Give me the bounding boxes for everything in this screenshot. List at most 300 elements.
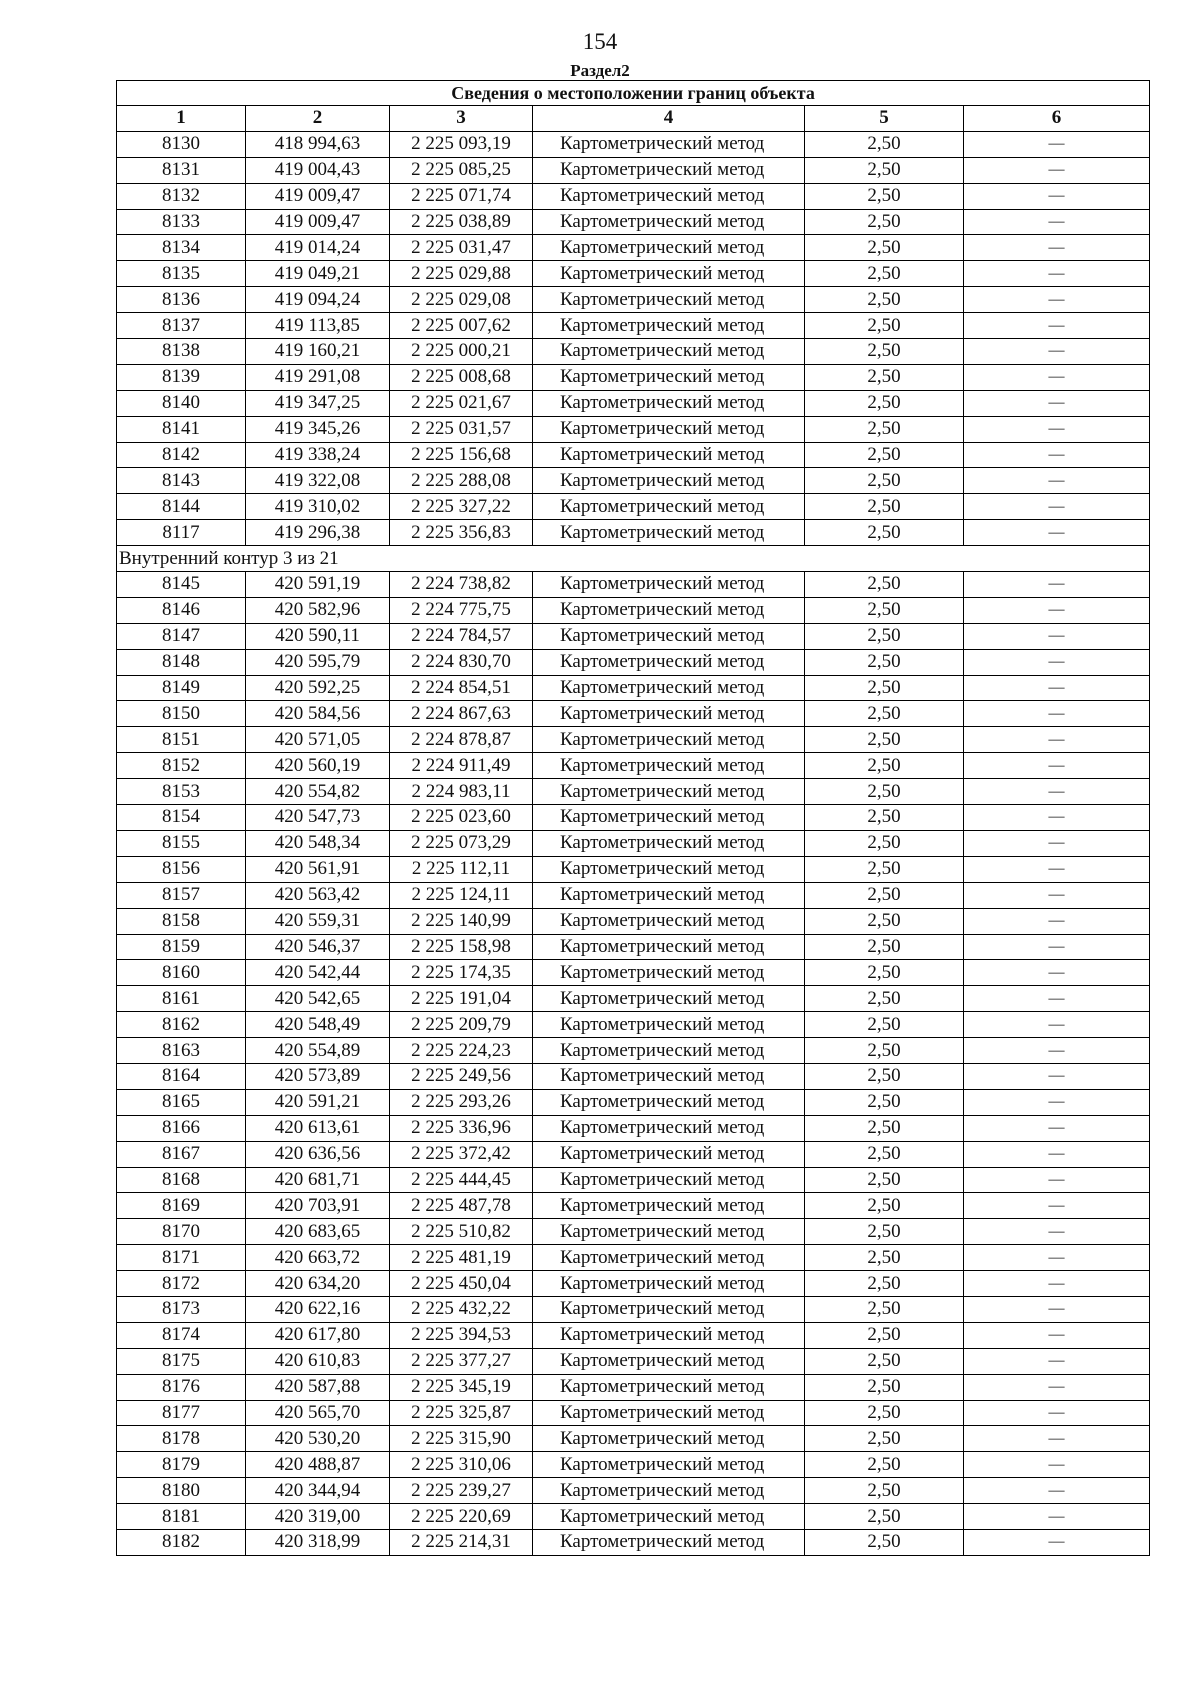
method-cell: Картометрический метод xyxy=(533,1193,805,1219)
table-row xyxy=(117,1271,1150,1297)
point-number-cell: 8167 xyxy=(117,1141,246,1167)
method-cell: Картометрический метод xyxy=(533,882,805,908)
note-cell: — xyxy=(964,339,1150,365)
note-cell: — xyxy=(964,468,1150,494)
y-coordinate-cell: 2 225 156,68 xyxy=(390,442,533,468)
y-coordinate-cell: 2 225 085,25 xyxy=(390,157,533,183)
accuracy-cell: 2,50 xyxy=(805,597,964,623)
point-number-cell: 8130 xyxy=(117,131,246,157)
y-coordinate-cell: 2 225 377,27 xyxy=(390,1348,533,1374)
accuracy-cell: 2,50 xyxy=(805,779,964,805)
note-cell: — xyxy=(964,1478,1150,1504)
note-cell: — xyxy=(964,287,1150,313)
point-number-cell: 8140 xyxy=(117,390,246,416)
x-coordinate-cell: 418 994,63 xyxy=(246,131,390,157)
method-cell: Картометрический метод xyxy=(533,1167,805,1193)
table-row xyxy=(117,1452,1150,1478)
y-coordinate-cell: 2 225 450,04 xyxy=(390,1271,533,1297)
x-coordinate-cell: 419 322,08 xyxy=(246,468,390,494)
x-coordinate-cell: 420 561,91 xyxy=(246,856,390,882)
note-cell: — xyxy=(964,1271,1150,1297)
table-row xyxy=(117,131,1150,157)
y-coordinate-cell: 2 225 093,19 xyxy=(390,131,533,157)
x-coordinate-cell: 420 571,05 xyxy=(246,727,390,753)
point-number-cell: 8144 xyxy=(117,494,246,520)
x-coordinate-cell: 420 663,72 xyxy=(246,1245,390,1271)
method-cell: Картометрический метод xyxy=(533,261,805,287)
x-coordinate-cell: 420 584,56 xyxy=(246,701,390,727)
method-cell: Картометрический метод xyxy=(533,364,805,390)
note-cell: — xyxy=(964,1245,1150,1271)
method-cell: Картометрический метод xyxy=(533,1012,805,1038)
method-cell: Картометрический метод xyxy=(533,1504,805,1530)
point-number-cell: 8160 xyxy=(117,960,246,986)
note-cell: — xyxy=(964,1141,1150,1167)
accuracy-cell: 2,50 xyxy=(805,235,964,261)
x-coordinate-cell: 420 559,31 xyxy=(246,908,390,934)
note-cell: — xyxy=(964,675,1150,701)
column-header: 1 xyxy=(117,106,246,132)
table-row xyxy=(117,157,1150,183)
note-cell: — xyxy=(964,131,1150,157)
method-cell: Картометрический метод xyxy=(533,856,805,882)
table-row xyxy=(117,235,1150,261)
accuracy-cell: 2,50 xyxy=(805,339,964,365)
point-number-cell: 8168 xyxy=(117,1167,246,1193)
x-coordinate-cell: 419 310,02 xyxy=(246,494,390,520)
method-cell: Картометрический метод xyxy=(533,1478,805,1504)
x-coordinate-cell: 420 548,34 xyxy=(246,830,390,856)
point-number-cell: 8157 xyxy=(117,882,246,908)
point-number-cell: 8174 xyxy=(117,1322,246,1348)
x-coordinate-cell: 420 610,83 xyxy=(246,1348,390,1374)
y-coordinate-cell: 2 224 738,82 xyxy=(390,572,533,598)
y-coordinate-cell: 2 224 878,87 xyxy=(390,727,533,753)
method-cell: Картометрический метод xyxy=(533,520,805,546)
x-coordinate-cell: 420 547,73 xyxy=(246,805,390,831)
x-coordinate-cell: 419 049,21 xyxy=(246,261,390,287)
x-coordinate-cell: 419 338,24 xyxy=(246,442,390,468)
method-cell: Картометрический метод xyxy=(533,1089,805,1115)
accuracy-cell: 2,50 xyxy=(805,934,964,960)
y-coordinate-cell: 2 225 158,98 xyxy=(390,934,533,960)
method-cell: Картометрический метод xyxy=(533,1400,805,1426)
y-coordinate-cell: 2 225 481,19 xyxy=(390,1245,533,1271)
point-number-cell: 8166 xyxy=(117,1115,246,1141)
point-number-cell: 8142 xyxy=(117,442,246,468)
x-coordinate-cell: 420 582,96 xyxy=(246,597,390,623)
y-coordinate-cell: 2 225 029,88 xyxy=(390,261,533,287)
x-coordinate-cell: 419 009,47 xyxy=(246,183,390,209)
table-row xyxy=(117,1504,1150,1530)
note-cell: — xyxy=(964,1115,1150,1141)
y-coordinate-cell: 2 225 021,67 xyxy=(390,390,533,416)
note-cell: — xyxy=(964,1400,1150,1426)
table-row xyxy=(117,313,1150,339)
note-cell: — xyxy=(964,649,1150,675)
point-number-cell: 8146 xyxy=(117,597,246,623)
note-cell: — xyxy=(964,986,1150,1012)
method-cell: Картометрический метод xyxy=(533,468,805,494)
y-coordinate-cell: 2 224 911,49 xyxy=(390,753,533,779)
note-cell: — xyxy=(964,1529,1150,1555)
point-number-cell: 8150 xyxy=(117,701,246,727)
point-number-cell: 8143 xyxy=(117,468,246,494)
accuracy-cell: 2,50 xyxy=(805,287,964,313)
table-row xyxy=(117,1141,1150,1167)
table-row xyxy=(117,1245,1150,1271)
method-cell: Картометрический метод xyxy=(533,779,805,805)
y-coordinate-cell: 2 225 073,29 xyxy=(390,830,533,856)
note-cell: — xyxy=(964,779,1150,805)
y-coordinate-cell: 2 225 031,47 xyxy=(390,235,533,261)
accuracy-cell: 2,50 xyxy=(805,1219,964,1245)
x-coordinate-cell: 419 094,24 xyxy=(246,287,390,313)
point-number-cell: 8161 xyxy=(117,986,246,1012)
y-coordinate-cell: 2 225 224,23 xyxy=(390,1038,533,1064)
point-number-cell: 8178 xyxy=(117,1426,246,1452)
accuracy-cell: 2,50 xyxy=(805,1038,964,1064)
note-cell: — xyxy=(964,1167,1150,1193)
y-coordinate-cell: 2 225 008,68 xyxy=(390,364,533,390)
x-coordinate-cell: 420 617,80 xyxy=(246,1322,390,1348)
x-coordinate-cell: 420 587,88 xyxy=(246,1374,390,1400)
note-cell: — xyxy=(964,623,1150,649)
point-number-cell: 8147 xyxy=(117,623,246,649)
table-row xyxy=(117,1426,1150,1452)
x-coordinate-cell: 420 703,91 xyxy=(246,1193,390,1219)
y-coordinate-cell: 2 225 124,11 xyxy=(390,882,533,908)
table-row xyxy=(117,442,1150,468)
accuracy-cell: 2,50 xyxy=(805,1348,964,1374)
accuracy-cell: 2,50 xyxy=(805,908,964,934)
column-header: 4 xyxy=(533,106,805,132)
note-cell: — xyxy=(964,442,1150,468)
point-number-cell: 8135 xyxy=(117,261,246,287)
point-number-cell: 8172 xyxy=(117,1271,246,1297)
accuracy-cell: 2,50 xyxy=(805,1245,964,1271)
y-coordinate-cell: 2 225 214,31 xyxy=(390,1529,533,1555)
y-coordinate-cell: 2 225 394,53 xyxy=(390,1322,533,1348)
x-coordinate-cell: 419 160,21 xyxy=(246,339,390,365)
accuracy-cell: 2,50 xyxy=(805,882,964,908)
y-coordinate-cell: 2 224 854,51 xyxy=(390,675,533,701)
note-cell: — xyxy=(964,934,1150,960)
y-coordinate-cell: 2 225 510,82 xyxy=(390,1219,533,1245)
y-coordinate-cell: 2 225 444,45 xyxy=(390,1167,533,1193)
x-coordinate-cell: 420 592,25 xyxy=(246,675,390,701)
note-cell: — xyxy=(964,856,1150,882)
y-coordinate-cell: 2 225 007,62 xyxy=(390,313,533,339)
method-cell: Картометрический метод xyxy=(533,1374,805,1400)
point-number-cell: 8162 xyxy=(117,1012,246,1038)
point-number-cell: 8141 xyxy=(117,416,246,442)
table-body xyxy=(117,131,1150,1555)
y-coordinate-cell: 2 225 293,26 xyxy=(390,1089,533,1115)
table-row xyxy=(117,1167,1150,1193)
accuracy-cell: 2,50 xyxy=(805,675,964,701)
point-number-cell: 8131 xyxy=(117,157,246,183)
table-row xyxy=(117,1038,1150,1064)
table-row xyxy=(117,1374,1150,1400)
table-row xyxy=(117,856,1150,882)
y-coordinate-cell: 2 225 174,35 xyxy=(390,960,533,986)
table-row xyxy=(117,209,1150,235)
method-cell: Картометрический метод xyxy=(533,1296,805,1322)
accuracy-cell: 2,50 xyxy=(805,1271,964,1297)
column-header: 2 xyxy=(246,106,390,132)
column-header: 6 xyxy=(964,106,1150,132)
accuracy-cell: 2,50 xyxy=(805,753,964,779)
accuracy-cell: 2,50 xyxy=(805,131,964,157)
accuracy-cell: 2,50 xyxy=(805,1478,964,1504)
x-coordinate-cell: 419 345,26 xyxy=(246,416,390,442)
x-coordinate-cell: 420 554,82 xyxy=(246,779,390,805)
accuracy-cell: 2,50 xyxy=(805,960,964,986)
accuracy-cell: 2,50 xyxy=(805,986,964,1012)
y-coordinate-cell: 2 224 775,75 xyxy=(390,597,533,623)
table-row xyxy=(117,1529,1150,1555)
accuracy-cell: 2,50 xyxy=(805,468,964,494)
table-row xyxy=(117,882,1150,908)
x-coordinate-cell: 420 591,21 xyxy=(246,1089,390,1115)
accuracy-cell: 2,50 xyxy=(805,1400,964,1426)
note-cell: — xyxy=(964,908,1150,934)
table-row xyxy=(117,1012,1150,1038)
y-coordinate-cell: 2 224 983,11 xyxy=(390,779,533,805)
table-row xyxy=(117,339,1150,365)
method-cell: Картометрический метод xyxy=(533,1038,805,1064)
table-row xyxy=(117,597,1150,623)
section-title: Раздел2 xyxy=(570,61,630,80)
accuracy-cell: 2,50 xyxy=(805,1167,964,1193)
method-cell: Картометрический метод xyxy=(533,131,805,157)
note-cell: — xyxy=(964,701,1150,727)
point-number-cell: 8159 xyxy=(117,934,246,960)
y-coordinate-cell: 2 224 830,70 xyxy=(390,649,533,675)
contour-row xyxy=(117,546,1150,572)
table-row xyxy=(117,623,1150,649)
point-number-cell: 8173 xyxy=(117,1296,246,1322)
table-row xyxy=(117,1296,1150,1322)
accuracy-cell: 2,50 xyxy=(805,856,964,882)
column-header-row xyxy=(117,106,1150,132)
method-cell: Картометрический метод xyxy=(533,701,805,727)
x-coordinate-cell: 419 113,85 xyxy=(246,313,390,339)
method-cell: Картометрический метод xyxy=(533,313,805,339)
table-row xyxy=(117,675,1150,701)
table-row xyxy=(117,960,1150,986)
table-row xyxy=(117,908,1150,934)
x-coordinate-cell: 420 683,65 xyxy=(246,1219,390,1245)
method-cell: Картометрический метод xyxy=(533,416,805,442)
method-cell: Картометрический метод xyxy=(533,1271,805,1297)
y-coordinate-cell: 2 225 000,21 xyxy=(390,339,533,365)
x-coordinate-cell: 420 560,19 xyxy=(246,753,390,779)
y-coordinate-cell: 2 225 327,22 xyxy=(390,494,533,520)
method-cell: Картометрический метод xyxy=(533,157,805,183)
accuracy-cell: 2,50 xyxy=(805,701,964,727)
x-coordinate-cell: 420 548,49 xyxy=(246,1012,390,1038)
x-coordinate-cell: 420 634,20 xyxy=(246,1271,390,1297)
method-cell: Картометрический метод xyxy=(533,183,805,209)
y-coordinate-cell: 2 225 112,11 xyxy=(390,856,533,882)
x-coordinate-cell: 420 622,16 xyxy=(246,1296,390,1322)
accuracy-cell: 2,50 xyxy=(805,1374,964,1400)
point-number-cell: 8182 xyxy=(117,1529,246,1555)
point-number-cell: 8151 xyxy=(117,727,246,753)
point-number-cell: 8145 xyxy=(117,572,246,598)
point-number-cell: 8139 xyxy=(117,364,246,390)
note-cell: — xyxy=(964,1452,1150,1478)
point-number-cell: 8181 xyxy=(117,1504,246,1530)
x-coordinate-cell: 420 318,99 xyxy=(246,1529,390,1555)
point-number-cell: 8156 xyxy=(117,856,246,882)
accuracy-cell: 2,50 xyxy=(805,1296,964,1322)
point-number-cell: 8153 xyxy=(117,779,246,805)
accuracy-cell: 2,50 xyxy=(805,1089,964,1115)
table-row xyxy=(117,1089,1150,1115)
method-cell: Картометрический метод xyxy=(533,830,805,856)
y-coordinate-cell: 2 225 325,87 xyxy=(390,1400,533,1426)
note-cell: — xyxy=(964,520,1150,546)
point-number-cell: 8180 xyxy=(117,1478,246,1504)
point-number-cell: 8164 xyxy=(117,1063,246,1089)
y-coordinate-cell: 2 225 071,74 xyxy=(390,183,533,209)
note-cell: — xyxy=(964,1296,1150,1322)
table-row xyxy=(117,261,1150,287)
note-cell: — xyxy=(964,1374,1150,1400)
note-cell: — xyxy=(964,1089,1150,1115)
x-coordinate-cell: 420 636,56 xyxy=(246,1141,390,1167)
y-coordinate-cell: 2 225 191,04 xyxy=(390,986,533,1012)
y-coordinate-cell: 2 225 209,79 xyxy=(390,1012,533,1038)
note-cell: — xyxy=(964,416,1150,442)
point-number-cell: 8148 xyxy=(117,649,246,675)
table-row xyxy=(117,364,1150,390)
method-cell: Картометрический метод xyxy=(533,960,805,986)
method-cell: Картометрический метод xyxy=(533,1219,805,1245)
table-row xyxy=(117,390,1150,416)
note-cell: — xyxy=(964,597,1150,623)
method-cell: Картометрический метод xyxy=(533,623,805,649)
note-cell: — xyxy=(964,494,1150,520)
accuracy-cell: 2,50 xyxy=(805,1193,964,1219)
method-cell: Картометрический метод xyxy=(533,287,805,313)
accuracy-cell: 2,50 xyxy=(805,390,964,416)
table-row xyxy=(117,727,1150,753)
accuracy-cell: 2,50 xyxy=(805,1012,964,1038)
point-number-cell: 8154 xyxy=(117,805,246,831)
y-coordinate-cell: 2 224 867,63 xyxy=(390,701,533,727)
table-row xyxy=(117,1478,1150,1504)
table-row xyxy=(117,649,1150,675)
point-number-cell: 8175 xyxy=(117,1348,246,1374)
accuracy-cell: 2,50 xyxy=(805,1504,964,1530)
accuracy-cell: 2,50 xyxy=(805,1115,964,1141)
accuracy-cell: 2,50 xyxy=(805,1141,964,1167)
point-number-cell: 8152 xyxy=(117,753,246,779)
table-caption-row xyxy=(117,81,1150,106)
x-coordinate-cell: 419 296,38 xyxy=(246,520,390,546)
y-coordinate-cell: 2 224 784,57 xyxy=(390,623,533,649)
table-row xyxy=(117,520,1150,546)
note-cell: — xyxy=(964,183,1150,209)
point-number-cell: 8179 xyxy=(117,1452,246,1478)
point-number-cell: 8138 xyxy=(117,339,246,365)
x-coordinate-cell: 420 554,89 xyxy=(246,1038,390,1064)
note-cell: — xyxy=(964,313,1150,339)
x-coordinate-cell: 420 563,42 xyxy=(246,882,390,908)
note-cell: — xyxy=(964,1348,1150,1374)
table-row xyxy=(117,416,1150,442)
method-cell: Картометрический метод xyxy=(533,235,805,261)
table-row xyxy=(117,779,1150,805)
method-cell: Картометрический метод xyxy=(533,494,805,520)
note-cell: — xyxy=(964,1322,1150,1348)
accuracy-cell: 2,50 xyxy=(805,183,964,209)
x-coordinate-cell: 420 613,61 xyxy=(246,1115,390,1141)
method-cell: Картометрический метод xyxy=(533,908,805,934)
method-cell: Картометрический метод xyxy=(533,339,805,365)
point-number-cell: 8169 xyxy=(117,1193,246,1219)
method-cell: Картометрический метод xyxy=(533,1063,805,1089)
x-coordinate-cell: 419 291,08 xyxy=(246,364,390,390)
method-cell: Картометрический метод xyxy=(533,805,805,831)
table-row xyxy=(117,1063,1150,1089)
y-coordinate-cell: 2 225 249,56 xyxy=(390,1063,533,1089)
x-coordinate-cell: 420 546,37 xyxy=(246,934,390,960)
method-cell: Картометрический метод xyxy=(533,1452,805,1478)
point-number-cell: 8149 xyxy=(117,675,246,701)
note-cell: — xyxy=(964,1504,1150,1530)
accuracy-cell: 2,50 xyxy=(805,520,964,546)
table-row xyxy=(117,1115,1150,1141)
method-cell: Картометрический метод xyxy=(533,1529,805,1555)
method-cell: Картометрический метод xyxy=(533,209,805,235)
x-coordinate-cell: 420 542,65 xyxy=(246,986,390,1012)
table-row xyxy=(117,572,1150,598)
x-coordinate-cell: 420 530,20 xyxy=(246,1426,390,1452)
note-cell: — xyxy=(964,960,1150,986)
y-coordinate-cell: 2 225 023,60 xyxy=(390,805,533,831)
note-cell: — xyxy=(964,727,1150,753)
point-number-cell: 8137 xyxy=(117,313,246,339)
method-cell: Картометрический метод xyxy=(533,1322,805,1348)
method-cell: Картометрический метод xyxy=(533,675,805,701)
table-row xyxy=(117,805,1150,831)
point-number-cell: 8165 xyxy=(117,1089,246,1115)
table-row xyxy=(117,1322,1150,1348)
note-cell: — xyxy=(964,830,1150,856)
accuracy-cell: 2,50 xyxy=(805,494,964,520)
method-cell: Картометрический метод xyxy=(533,649,805,675)
y-coordinate-cell: 2 225 315,90 xyxy=(390,1426,533,1452)
method-cell: Картометрический метод xyxy=(533,442,805,468)
x-coordinate-cell: 419 004,43 xyxy=(246,157,390,183)
point-number-cell: 8134 xyxy=(117,235,246,261)
note-cell: — xyxy=(964,1193,1150,1219)
accuracy-cell: 2,50 xyxy=(805,649,964,675)
x-coordinate-cell: 420 542,44 xyxy=(246,960,390,986)
table-row xyxy=(117,701,1150,727)
y-coordinate-cell: 2 225 029,08 xyxy=(390,287,533,313)
note-cell: — xyxy=(964,1219,1150,1245)
boundary-table xyxy=(116,80,1150,1556)
accuracy-cell: 2,50 xyxy=(805,364,964,390)
point-number-cell: 8132 xyxy=(117,183,246,209)
y-coordinate-cell: 2 225 345,19 xyxy=(390,1374,533,1400)
